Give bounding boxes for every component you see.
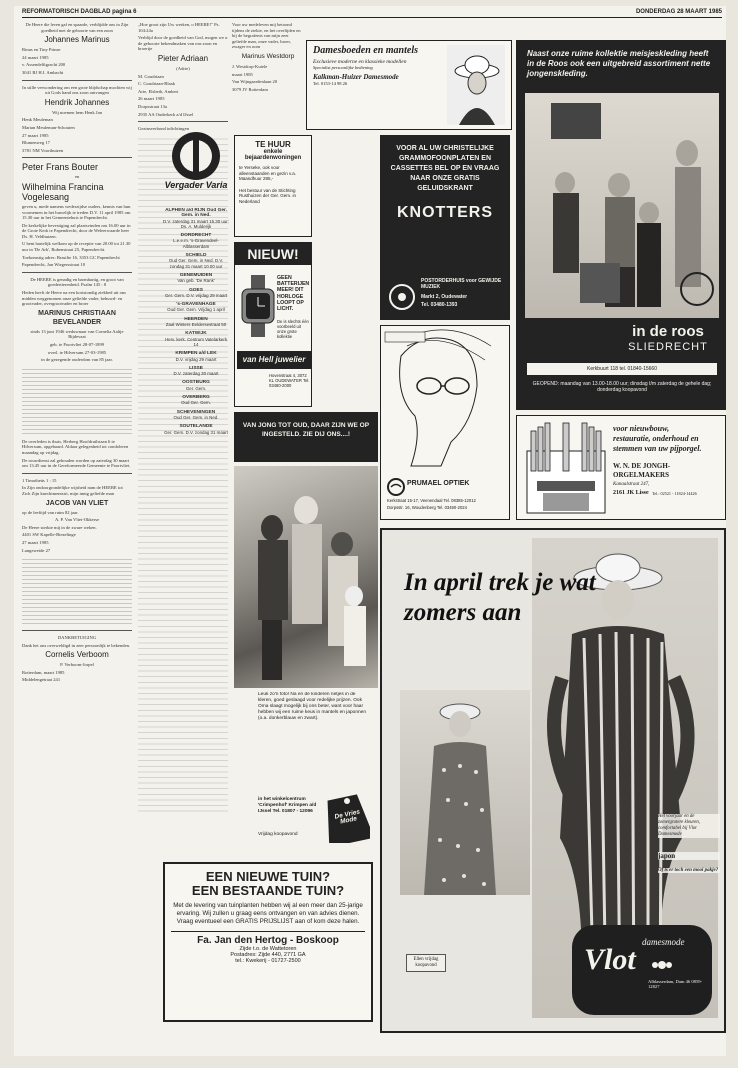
westdorp-notice: Voor uw medeleven mij betoond tijdens de ziekte, en het overlijden en bij de begrafenis van mijn zeer geliefde man, onze vader, broer, zwager en oom Marinus Westdorp J. Westdorp-Kuiele maart 1985 Van Wijngaardenlaan 20 3079 JV Rotterdam xyxy=(232,22,304,122)
woman-dotted-dress xyxy=(400,690,530,895)
groom-name: Peter Frans Bouter xyxy=(22,162,99,173)
family-column-left: De Heere die leven gaf en spaarde, verblijdde ons in Zijn goedheid met de geboorte van een zoon Johannes Marinus Rinus en Tiny Prinse 24 maart 1985 v. Assendelftgracht 200 3041 RJ H.I. Ambacht In stille verwondering om een grote blijdschap mochten wij uit Gods hand ons zoon ontvangen Hendrik Johannes Wij noemen hem Henk Jan Henk Meuleman Marian Meuleman-Schouten 27 maart 1985 Blumenweg 17 3781 NM Voorthuizen Peter Frans Bouter en Wilhelmina Francina Vogelesang geven u, mede namens wederzijdse ouders, kennis van hun voornemen in het huwelijk te treden D.V. 11 april 1985 om 15.30 uur in het Gemeentehuis te Papendrecht. De kerkelijke bevestiging zal plaatsvinden om 16.00 uur in de Grote Kerk te Papendrecht, door de Weleerwaarde heer Ds. H. Veldhuizen. U bent hartelijk welkom op de receptie van 20.00 tot 21.30 uur in 'De Ark', Rubenstraat 25, Papendrecht. Toekomstig adres: Brasilie 16, 3353 GC Papendrecht Papendrecht, Jan Wiegersstraat 10 De HEERE is genadig en barmhartig, en groot van goedertierenheid. Psalm 145 : 8 Heden heeft de Heere na een kortstondig ziekbed uit ons midden weggenomen onze geliefde vader, behuwd- en grootvader, overgrootvader en broer MARINUS CHRISTIAAN BEVELANDER sinds 13 juni 1946 weduwnaar van Cornelia Aaltje Bijdevaat geb. te Poortvliet 28-07-1899 overl. te Hilversum 27-03-1985 in de gezegende ouderdom van 85 jaar. De overleden is thuis, Herberg Hoofdruilstaan 6 te Hilversum, opgebaard. Aldaar gelegenheid tot condoleren maandag op vrijdag. De rouwdienst zal gehouden worden op zaterdag 30 maart om 13.45 uur in de Gereformeerde Gemeente te Poortvliet. 1 Timotheüs 1 : 15 In Zijn ondoorgrondelijke wijsheid nam de HEERE tot Zich Zijn knechtmentstri, mijn innig geliefde man JACOB VAN VLIET op de leeftijd van ruim 82 jaar. A. P. Van Vliet-Okkerse De Heere sterkte mij in de zware weken. 4401 SW Kapelle-Biezelinge 27 maart 1985 Langeweide 27 DANKBETUIGING Dank het ons overweldigd in zeer persoonlijk te bekenden. Cornelis Verboom P. Verboom-Jorpel Rotterdam, maart 1985 Middelengetraat 241 xyxy=(22,22,132,683)
jong-tot-oud-banner: VAN JONG TOT OUD, DAAR ZIJN WE OP INGESTELD. ZIE DIJ ONS....! xyxy=(234,412,378,462)
vlot-logo-box: Vlot damesmode Alblasserdam, Dam 46 0859-12827 xyxy=(572,925,712,1015)
church-services-column: ALPHEN a/d RIJN Oud Ger. Gem. in Ned. D.V. zaterdag 31 maart 15.30 uur: Ds. A. Mulderijk DORDRECHT L.e.e.m. 's-Gravendeel-Alblasserdam SCHIELD Oud Ger. Gem. in Ned. D.V. zondag 31 maart 10.00 uur GENEMUIDEN Van geb. 'De Rank' GOES Ger. Gem. D.V. vrijdag 29 maart 's-GRAVENHAGE Oud Ger. Gem. Vrijdag 1 april HEERDEN Zaal Winters Eeldersestraat 50 KATWIJK Herv. kerk. Centrum Vatelarkerk 14 KRIMPEN a/d LEK D.V. vrijdag 29 maart LISSE D.V. zaterdag 30 maart OOSTBURG Ger. Gem. OVERBERG Oud Ger. Gem. SCHEVENINGEN Oud Ger. Gem. in Ned. SOUTELANDE Ger. Gem. D.V. zondag 31 maart xyxy=(163,208,229,435)
flower-icon xyxy=(650,955,674,975)
page-header xyxy=(22,8,722,18)
bride-name: Wilhelmina Francina Vogelesang xyxy=(22,181,104,202)
family-column-middle: „Hoe groot zijn Uw werken, o HEERE!" Ps. 104:24a Verblijd door de goedheid van God, mogen we u de geboorte bekendmaken van ons zoon en broertje Pieter Adriaan (Adrie) M. Goudriaan C. Goudriaan-Blaak Arie, Elsbeth, Ambert 26 maart 1985 Dorpsstraat 13a 2935 AA Ouderkerk a/d IJssel Gezinsverbond inlichtingen xyxy=(138,22,228,1032)
dames-model-photo xyxy=(447,45,505,125)
birth-name: Johannes Marinus xyxy=(44,35,110,45)
birth-name: Pieter Adriaan xyxy=(157,53,209,63)
watch-icon xyxy=(239,275,277,337)
deceased-name: MARINUS CHRISTIAAN BEVELANDER xyxy=(38,309,116,326)
tuin-ad: EEN NIEUWE TUIN? EEN BESTAANDE TUIN? Met de levering van tuinplanten hebben wij al een meer dan 25-jarige ervaring. Wij zullen u graag eens ontvangen en van advies dienen. Vraag eventueel een GRATIS PRIJSLIJST aan of kom deze halen. Fa. Jan den Hertog - Boskoop Zijde t.o. de Wattetoren Postadres: Zijde 440, 2771 GA tel.: Kwekerij - 01727-2500 xyxy=(163,862,373,1022)
in-de-roos-ad: Naast onze ruime kollektie meisjeskleding heeft in de Roos ook een uitgebreid assortiment nette jongenskleding. in de roos SLIEDRECHT Kerkbuurt 118 tel. 01840-15660 GEOPEND: maandag van 13.00-18.00 uur; dinsdag t/m zaterdag de gehele dag; donderdag koopavond xyxy=(516,40,726,410)
juwelier-logo: van Hell juwelier xyxy=(237,351,311,369)
prumael-optiek-ad: PRUMAEL OPTIEK Kerkstraat 15-17, Veenendaal Tel. 08385-12012 Dorpsstr. 16, Woudenberg Tel. 03490-2024 xyxy=(380,325,510,520)
children-photo xyxy=(525,93,719,318)
hat-woman-icon xyxy=(447,45,505,125)
children-figures xyxy=(525,93,719,318)
family-list xyxy=(22,366,132,436)
model-small-photo xyxy=(400,690,530,895)
optiek-logo-icon xyxy=(387,478,405,496)
de-vries-mode-ad: Leuk zo'n foto! Na en de kinderen netjes in de kleren, goed geslaagd voor redelijke prijzen. Ook Oma slaagt mogelijk bij ons beter, want voor haar hebben wij een ruime keus in mantels en japonnen (o.a. donkerblauw en zwart). in het winkelcentrum 'Crimpenhof' Krimpen a/d IJssel Tel. 01807 - 12096 Vrijdag koopavond De Vries Mode xyxy=(258,692,370,857)
vergader-varia-logo: Vergader Varia xyxy=(163,130,229,200)
record-icon xyxy=(389,284,415,310)
thanks-name: Cornelis Verboom xyxy=(45,650,109,660)
knotters-ad: VOOR AL UW CHRISTELIJKE GRAMMOFOONPLATEN EN CASSETTES BEL OP EN VRAAG NAAR ONZE GRATIS GELUIDSKRANT KNOTTERS POSTORDERHUIS voor GEWIJDE MUZIEK Markt 2, Oudewater Tel. 03480-1393 xyxy=(380,135,510,320)
orgelmakers-ad: voor nieuwbouw, restauratie, onderhoud en stemmen van uw pijporgel. W. N. DE JONGH-ORGELMAKERS Kanaalstraat 247, 2161 JK Lisse Tel.: 02521 - 11824-14426 xyxy=(516,415,726,520)
damesboeden-ad: Damesboeden en mantels Exclusieve moderne en klassieke modellen Specialist persoonlijke bediening Kalkman-Huizer Damesmode Tel. 0153-14 98 26 xyxy=(306,40,512,130)
deceased-name: JACOB VAN VLIET xyxy=(45,499,109,507)
family-photo-figures xyxy=(234,466,378,688)
te-huur-ad: TE HUUR enkele bejaardenwoningen te Yerseke, ook voor alleenstaanden en gezin v.a. Maandhuur 285,- Het bestuur van de Stichting Rusthuizen der Ger. Gem. in Nederland xyxy=(234,135,312,237)
vlot-damesmode-ad: In april trek je wat zomers aan Ellen vrijdag koopavond Het voorjaar en de zomergrotere kleuren, comfortabel bij Vlot Damesmode japon Of is er toch een mooi pakje? Vlot damesmode Alblasserdam, Dam 46 0859-12827 xyxy=(380,528,726,1033)
pipe-organ-illustration xyxy=(523,421,609,516)
newspaper-title: REFORMATORISCH DAGBLAD pagina 6 xyxy=(22,9,137,15)
glasses-woman-illustration xyxy=(381,326,510,476)
family-photo xyxy=(234,466,378,688)
deceased-name: Marinus Westdorp xyxy=(241,52,295,60)
roos-logo: in de roos xyxy=(632,323,704,340)
birth-name: Hendrik Johannes xyxy=(44,97,110,107)
issue-date: DONDERDAG 28 MAART 1985 xyxy=(635,9,722,15)
horloge-ad: NIEUW! GEEN BATTERIJEN MEER! DIT HORLOGE LOOPT OP LICHT. De is slechts één voorbeeld uit onze grote kollektie van Hell juwelier Hovenstraat 4, 3072 KL OUDEWATER Tel. 03480-2000 xyxy=(234,242,312,407)
